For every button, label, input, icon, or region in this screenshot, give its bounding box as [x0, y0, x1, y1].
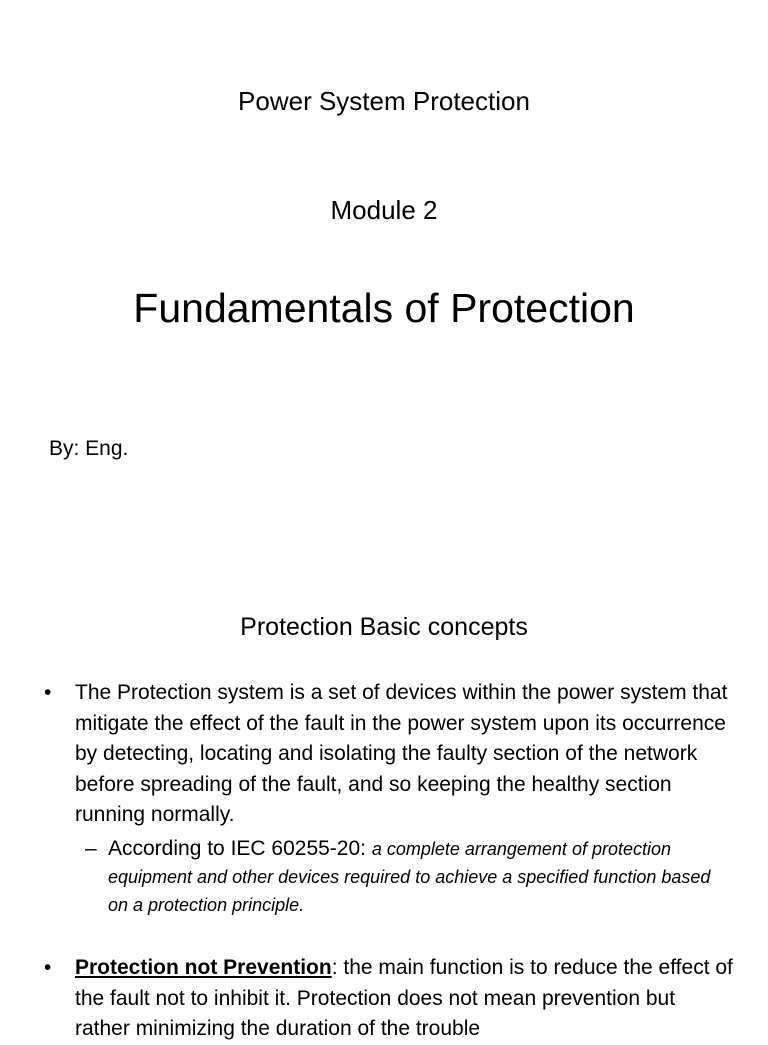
bullet-item-protection-not-prevention — [44, 953, 734, 1045]
section-title: Protection Basic concepts — [240, 613, 528, 641]
sub-bullet-marker: – — [85, 836, 97, 860]
sub-bullet-text — [108, 835, 734, 919]
bullet-term: Protection not Prevention — [75, 956, 332, 979]
bullet-term-description: : the main function is to reduce the effect of the fault not to inhibit it. Protection does not mean prevention but rather minimizing the duration of the trouble — [75, 956, 733, 1040]
page-title: Fundamentals of Protection — [133, 285, 635, 331]
module-label: Module 2 — [330, 195, 438, 225]
bullet-row — [44, 678, 734, 831]
author-line: By: Eng. — [49, 437, 129, 460]
sub-bullet-iec-definition — [85, 835, 734, 919]
bullet-item-protection-system — [44, 678, 734, 919]
bullet-marker: • — [44, 681, 52, 704]
bullet-row — [44, 953, 734, 1045]
bullet-marker: • — [44, 956, 52, 979]
bullet-text — [75, 953, 734, 1045]
course-title: Power System Protection — [238, 86, 530, 116]
sub-bullet-lead: According to IEC 60255-20: — [108, 836, 372, 860]
iec-definition: a complete arrangement of protection equipment and other devices required to achieve a specified function based on a protection principle. — [108, 838, 711, 915]
bullet-text: The Protection system is a set of devices within the power system that mitigate the effect of the fault in the power system upon its occurrence by detecting, locating and isolating the faulty section of the network before spreading of the fault, and so keeping the healthy section running normally. — [75, 681, 728, 826]
